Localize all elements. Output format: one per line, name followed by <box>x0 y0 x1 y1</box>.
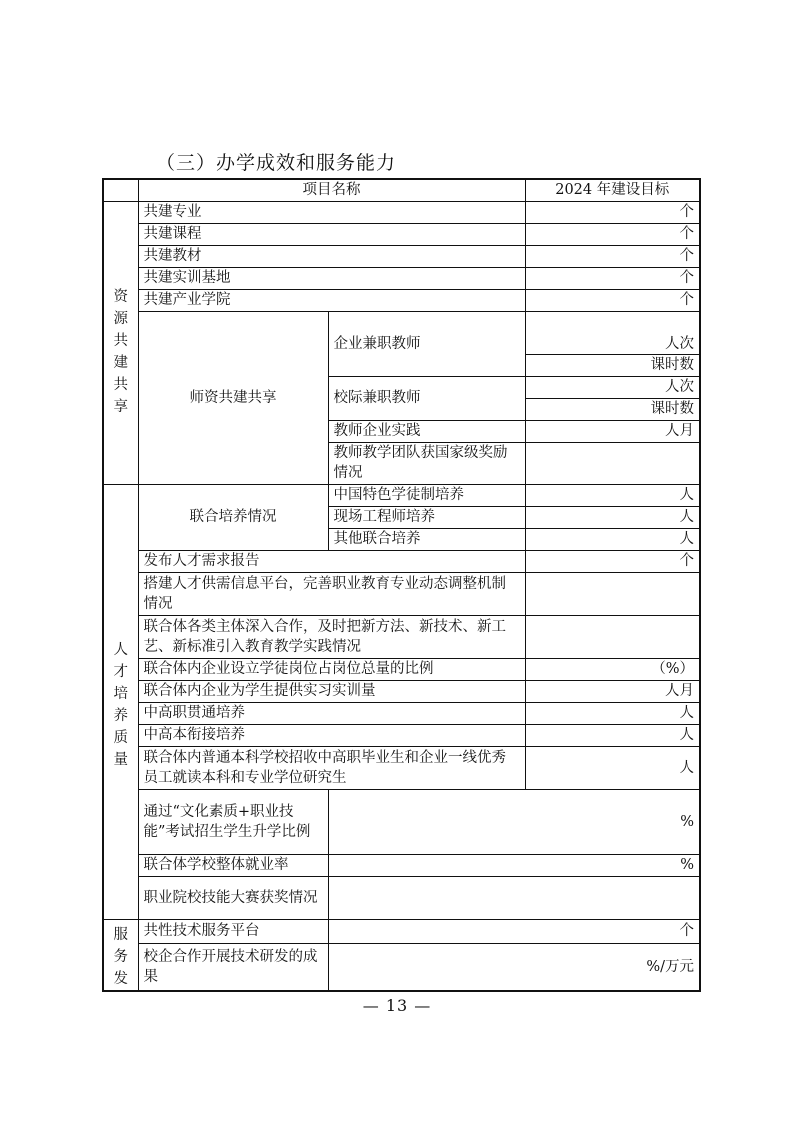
row-unit: 人 <box>525 746 700 789</box>
row-label: 联合体各类主体深入合作，及时把新方法、新技术、新工艺、新标准引入教育教学实践情况 <box>138 615 525 658</box>
school-unit-persontimes: 人次 <box>525 376 700 398</box>
teacher-award-label: 教师教学团队获国家级奖励情况 <box>328 442 525 484</box>
row-unit: 个 <box>525 223 700 245</box>
section-heading: （三）办学成效和服务能力 <box>156 152 397 174</box>
row-unit: 个 <box>525 267 700 289</box>
table-row <box>103 658 700 680</box>
row-unit: % <box>328 789 700 854</box>
teacher-practice-unit: 人月 <box>525 420 700 442</box>
school-teacher-label: 校际兼职教师 <box>328 376 525 420</box>
row-unit: 人 <box>525 724 700 746</box>
row-label: 中高职贯通培养 <box>138 702 525 724</box>
table-row <box>103 267 700 289</box>
section-resource-sharing: 资源共建共享 <box>103 201 138 484</box>
joint-item-label: 现场工程师培养 <box>328 506 525 528</box>
table-row <box>103 746 700 789</box>
table-header-row <box>103 179 700 201</box>
table-row <box>103 615 700 658</box>
page-number: — 13 — <box>362 996 432 1015</box>
row-unit: 个 <box>328 919 700 943</box>
section-talent-quality: 人才培养质量 <box>103 484 138 919</box>
row-unit: 个 <box>525 201 700 223</box>
header-item-name: 项目名称 <box>138 179 525 201</box>
joint-training-label: 联合培养情况 <box>138 484 328 550</box>
row-label: 发布人才需求报告 <box>138 550 525 572</box>
joint-item-label: 中国特色学徒制培养 <box>328 484 525 506</box>
table-row <box>103 311 700 354</box>
row-label: 共性技术服务平台 <box>138 919 328 943</box>
joint-item-label: 其他联合培养 <box>328 528 525 550</box>
row-label: 共建课程 <box>138 223 525 245</box>
joint-item-unit: 人 <box>525 506 700 528</box>
row-label: 搭建人才供需信息平台，完善职业教育专业动态调整机制情况 <box>138 572 525 615</box>
row-label: 联合体内普通本科学校招收中高职毕业生和企业一线优秀员工就读本科和专业学位研究生 <box>138 746 525 789</box>
row-unit: 个 <box>525 289 700 311</box>
row-unit: 个 <box>525 245 700 267</box>
joint-item-unit: 人 <box>525 528 700 550</box>
table-row <box>103 201 700 223</box>
table-row <box>103 680 700 702</box>
row-label: 联合体内企业为学生提供实习实训量 <box>138 680 525 702</box>
row-label: 共建专业 <box>138 201 525 223</box>
row-unit <box>525 615 700 658</box>
table-row <box>103 789 700 854</box>
row-unit: % <box>328 854 700 876</box>
table-row <box>103 550 700 572</box>
table-row <box>103 876 700 919</box>
teacher-award-unit <box>525 442 700 484</box>
enterprise-unit-persontimes: 人次 <box>525 311 700 354</box>
table-row <box>103 245 700 267</box>
row-unit: 人 <box>525 702 700 724</box>
row-label: 共建教材 <box>138 245 525 267</box>
row-label: 联合体内企业设立学徒岗位占岗位总量的比例 <box>138 658 525 680</box>
section-service: 服务发 <box>103 919 138 991</box>
table-row <box>103 702 700 724</box>
school-unit-hours: 课时数 <box>525 398 700 420</box>
row-unit <box>328 876 700 919</box>
enterprise-teacher-label: 企业兼职教师 <box>328 311 525 376</box>
row-label: 联合体学校整体就业率 <box>138 854 328 876</box>
row-unit: 人月 <box>525 680 700 702</box>
enterprise-unit-hours: 课时数 <box>525 354 700 376</box>
table-row <box>103 223 700 245</box>
row-label: 职业院校技能大赛获奖情况 <box>138 876 328 919</box>
row-unit: 个 <box>525 550 700 572</box>
row-label: 共建产业学院 <box>138 289 525 311</box>
teacher-share-label: 师资共建共享 <box>138 311 328 484</box>
capability-table <box>102 178 701 992</box>
header-target: 2024 年建设目标 <box>525 179 700 201</box>
row-unit: （%） <box>525 658 700 680</box>
joint-item-unit: 人 <box>525 484 700 506</box>
teacher-practice-label: 教师企业实践 <box>328 420 525 442</box>
row-label: 中高本衔接培养 <box>138 724 525 746</box>
row-label: 校企合作开展技术研发的成果 <box>138 943 328 990</box>
row-label: 共建实训基地 <box>138 267 525 289</box>
table-row <box>103 919 700 943</box>
table-row <box>103 854 700 876</box>
table-row <box>103 724 700 746</box>
row-unit: %/万元 <box>328 943 700 990</box>
row-label: 通过“文化素质+职业技能”考试招生学生升学比例 <box>138 789 328 854</box>
row-unit <box>525 572 700 615</box>
table-row <box>103 943 700 990</box>
table-row <box>103 484 700 506</box>
table-row <box>103 289 700 311</box>
table-row <box>103 572 700 615</box>
